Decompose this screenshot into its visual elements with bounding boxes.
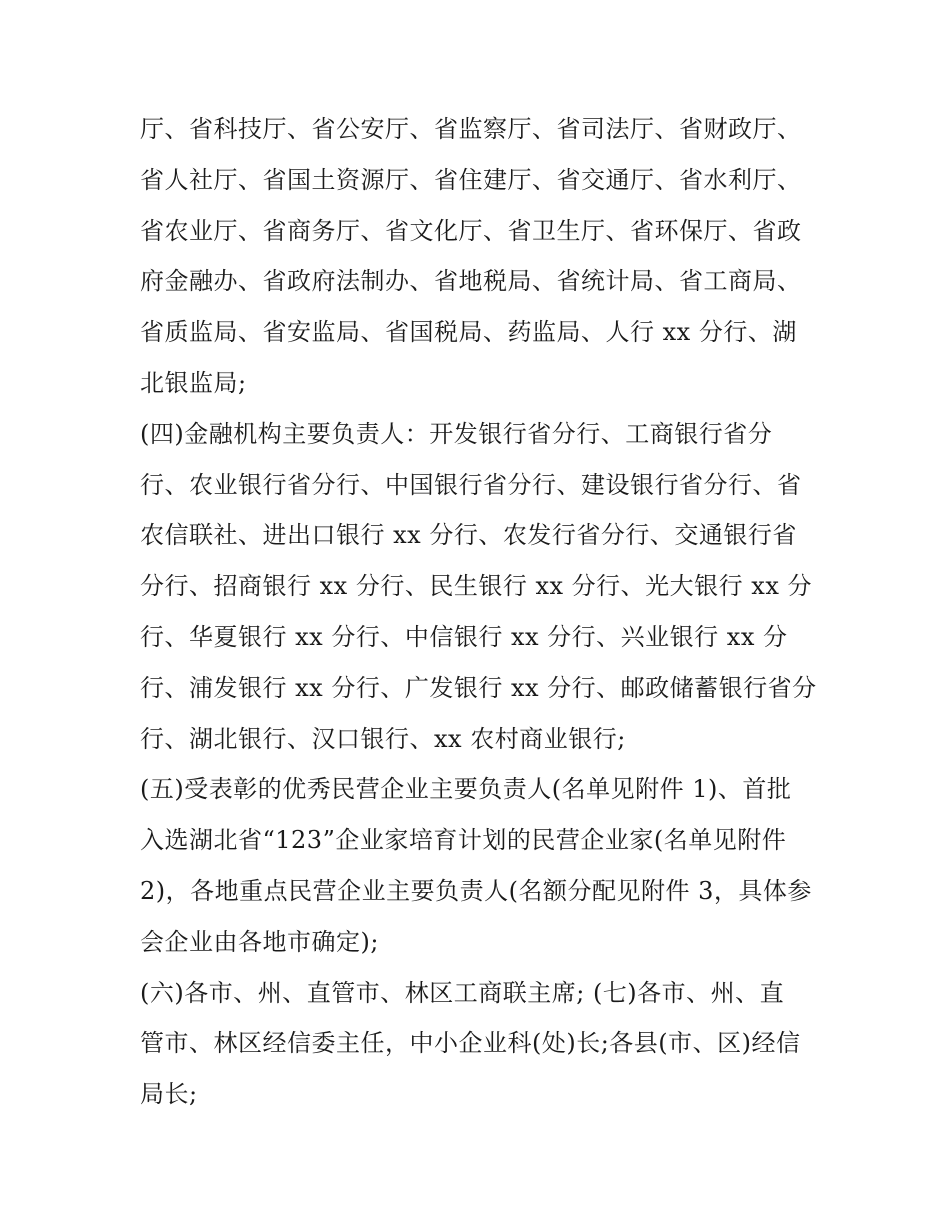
text-line: (五)受表彰的优秀民营企业主要负责人(名单见附件 1)、首批 [140,775,792,804]
document-body [140,104,830,1120]
text-line: 北银监局; [140,368,247,397]
text-line: (六)各市、州、直管市、林区工商联主席; (七)各市、州、直 [140,978,785,1007]
text-line: (四)金融机构主要负责人：开发银行省分行、工商银行省分 [140,419,773,448]
text-line: 省农业厅、省商务厅、省文化厅、省卫生厅、省环保厅、省政 [140,216,802,245]
text-line: 会企业由各地市确定); [140,927,379,956]
text-line: 2)，各地重点民营企业主要负责人(名额分配见附件 3，具体参 [140,876,812,905]
text-line: 厅、省科技厅、省公安厅、省监察厅、省司法厅、省财政厅、 [140,115,802,143]
text-line: 府金融办、省政府法制办、省地税局、省统计局、省工商局、 [140,267,802,296]
text-line: 管市、林区经信委主任，中小企业科(处)长;各县(市、区)经信 [140,1029,801,1058]
text-line: 行、农业银行省分行、中国银行省分行、建设银行省分行、省 [140,470,802,499]
text-line: 局长; [140,1080,198,1109]
text-line: 省质监局、省安监局、省国税局、药监局、人行 xx 分行、湖 [140,318,797,347]
text-line: 行、华夏银行 xx 分行、中信银行 xx 分行、兴业银行 xx 分 [140,622,788,651]
text-line: 行、浦发银行 xx 分行、广发银行 xx 分行、邮政储蓄银行省分 [140,673,817,702]
text-line: 分行、招商银行 xx 分行、民生银行 xx 分行、光大银行 xx 分 [140,572,812,601]
text-line: 农信联社、进出口银行 xx 分行、农发行省分行、交通银行省 [140,521,797,550]
text-line: 行、湖北银行、汉口银行、xx 农村商业银行; [140,724,626,753]
text-line: 省人社厅、省国土资源厅、省住建厅、省交通厅、省水利厅、 [140,165,802,194]
text-line: 入选湖北省“123”企业家培育计划的民营企业家(名单见附件 [140,826,787,855]
